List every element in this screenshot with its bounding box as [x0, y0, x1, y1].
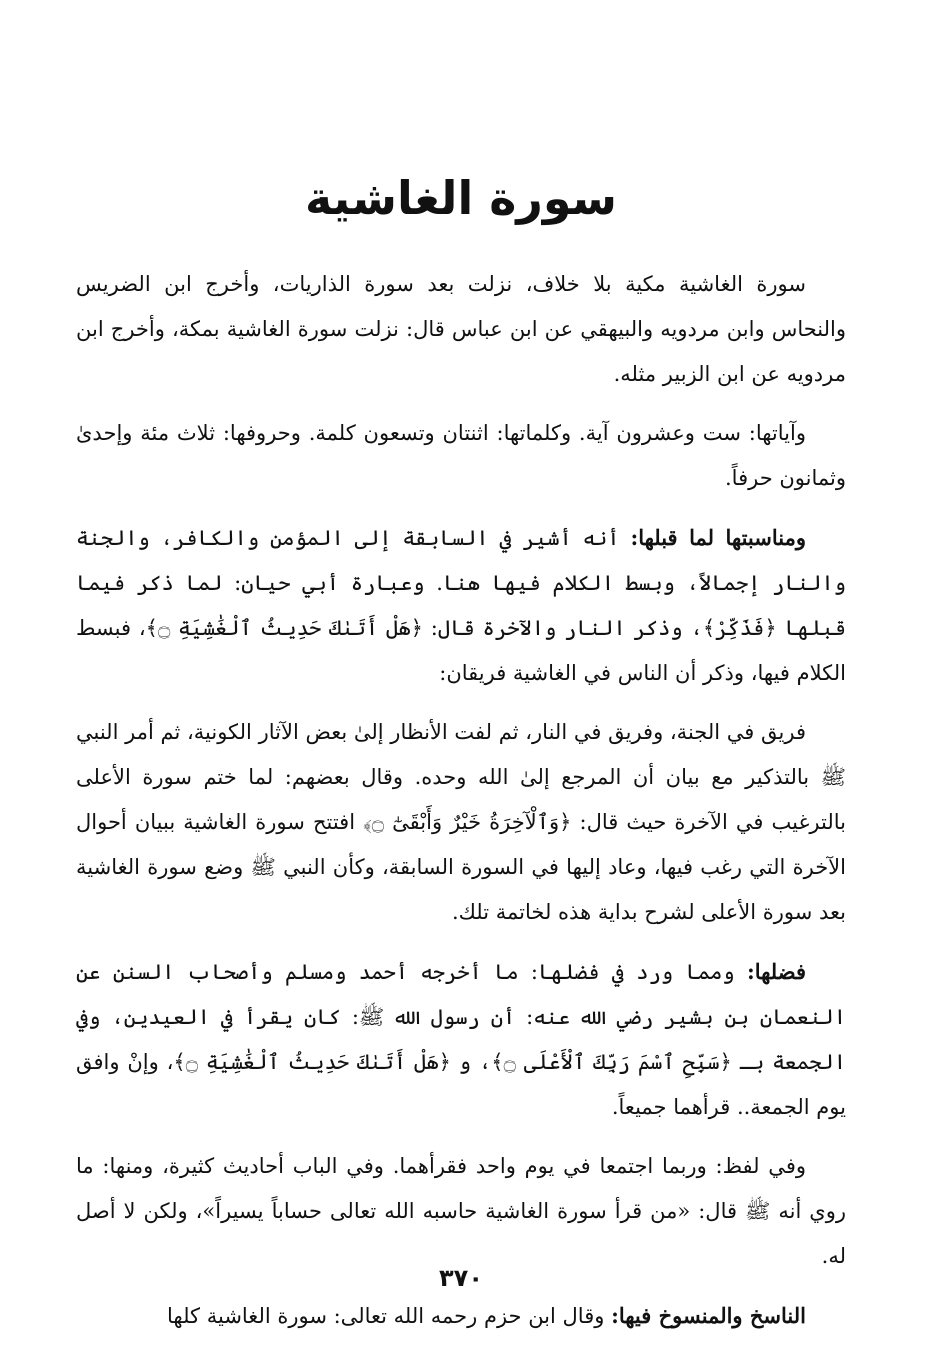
paragraph-heading: الناسخ والمنسوخ فيها: — [611, 1303, 806, 1328]
paragraph-counts — [76, 411, 846, 501]
paragraph-abrogation — [76, 1293, 846, 1339]
document-page — [76, 0, 846, 1362]
paragraph-virtues — [76, 949, 846, 1130]
paragraph-text: ومما ورد في فضلها: ما أخرجه أحمد ومسلم وأصحاب السنن عن النعمان بن بشير رضي الله عنه: أن رسول الله ﷺ: كان يقرأ في العيدين، وفي الجمعة بـ ﴿سَبِّحِ ٱسْمَ رَبِّكَ ٱلْأَعْلَى ۝﴾، و ﴿هَلْ أَتَىٰكَ حَدِيثُ ٱلْغَٰشِيَةِ ۝﴾، وإنْ وافق يوم الجمعة.. قرأهما جميعاً. — [76, 960, 847, 1119]
surah-title: سورة الغاشية — [305, 171, 617, 225]
paragraph-text: سورة الغاشية مكية بلا خلاف، نزلت بعد سورة الذاريات، وأخرج ابن الضريس والنحاس وابن مردويه والبيهقي عن ابن عباس قال: نزلت سورة الغاشية بمكة، وأخرج ابن مردويه عن ابن الزبير مثله. — [76, 272, 846, 386]
paragraph-intro — [76, 262, 846, 397]
paragraph-narration — [76, 1144, 846, 1279]
paragraph-heading: فضلها: — [746, 959, 806, 984]
paragraph-text: فريق في الجنة، وفريق في النار، ثم لفت الأنظار إلىٰ بعض الآثار الكونية، ثم أمر النبي ﷺ بالتذكير مع بيان أن المرجع إلىٰ الله وحده. وقال بعضهم: لما ختم سورة الأعلى بالترغيب في الآخرة حيث قال: ﴿وَٱلْآخِرَةُ خَيْرٌ وَأَبْقَىٰٓ ۝﴾ افتتح سورة الغاشية ببيان أحوال الآخرة التي رغب فيها، وعاد إليها في السورة السابقة، وكأن النبي ﷺ وضع سورة الغاشية بعد سورة الأعلى لشرح بداية هذه لخاتمة تلك. — [76, 720, 846, 924]
paragraph-text: وفي لفظ: وربما اجتمعا في يوم واحد فقرأهما. وفي الباب أحاديث كثيرة، ومنها: ما روي أنه ﷺ قال: «من قرأ سورة الغاشية حاسبه الله تعالى حساباً يسيراً»، ولكن لا أصل له. — [76, 1154, 846, 1268]
paragraph-relation — [76, 515, 846, 696]
paragraph-text: وقال ابن حزم رحمه الله تعالى: سورة الغاشية كلها — [167, 1304, 612, 1328]
paragraph-groups — [76, 710, 846, 935]
body-text — [76, 262, 846, 1353]
paragraph-heading: ومناسبتها لما قبلها: — [630, 525, 806, 550]
paragraph-text: وآياتها: ست وعشرون آية. وكلماتها: اثنتان وتسعون كلمة. وحروفها: ثلاث مئة وإحدىٰ وثمانون حرفاً. — [76, 421, 846, 490]
paragraph-text: أنه أشير في السابقة إلى المؤمن والكافر، والجنة والنار إجمالاً، وبسط الكلام فيها هنا. وعبارة أبي حيان: لما ذكر فيما قبلها ﴿فَذَكِّرْ﴾، وذكر النار والآخرة قال: ﴿هَلْ أَتَىٰكَ حَدِيثُ ٱلْغَٰشِيَةِ ۝﴾، فبسط الكلام فيها، وذكر أن الناس في الغاشية فريقان: — [76, 526, 846, 685]
page-number: ٣٧٠ — [439, 1264, 483, 1292]
